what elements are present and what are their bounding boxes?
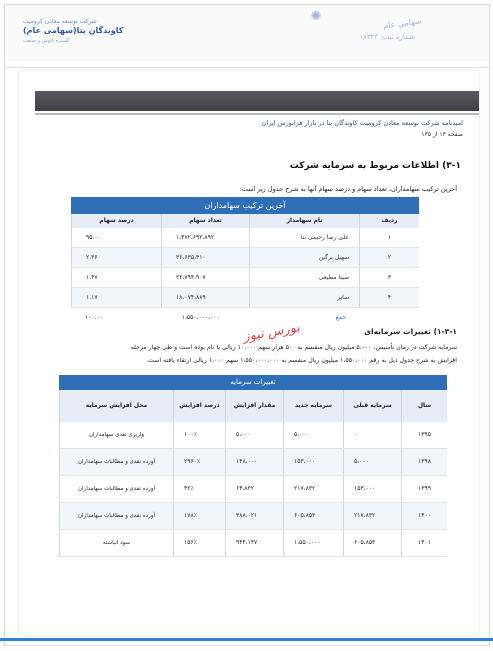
capital-changes-heading: ۱-۳-۱) تغییرات سرمایه‌ای	[364, 327, 457, 336]
capital-changes-table	[59, 375, 447, 557]
letterhead	[5, 5, 489, 61]
stamp-seal-icon: ✺	[308, 7, 325, 26]
document-title: امیدنامه شرکت توسعه معادن کرومیت کاوندگان بتا در بازار فرابورس ایران	[261, 119, 463, 127]
header-rule	[35, 113, 479, 115]
table-row: ۱۳۹۸ ۵،۰۰۰ ۱۵۳،۰۰۰ ۱۴۸،۰۰۰ ۲۹۶۰٪ آورده نقدی و مطالبات سهامداران	[59, 449, 447, 476]
table-row: ۱۴۰۱ ۶۰۵،۸۵۳ ۱،۵۵۰،۰۰۰ ۹۴۴،۱۴۷ ۱۵۶٪ سود انباشته	[59, 530, 447, 557]
shareholders-table-title: آخرین ترکیب سهامداران	[71, 197, 419, 214]
table-row: ۱۳۹۹ ۱۵۳،۰۰۰ ۲۱۷،۸۳۲ ۶۴،۸۳۲ ۴۲٪ آورده نقدی و مطالبات سهامداران	[59, 476, 447, 503]
table-row: ۴ سایر ۱۸،۰۷۴،۸۸۹ ۱.۱۷	[71, 288, 419, 308]
table-row: ۲ سهیل برگین ۳۶،۶۳۵،۳۱۰ ۲.۳۶	[71, 248, 419, 268]
document-page	[19, 71, 479, 635]
intro-text: آخرین ترکیب سهامداران، تعداد سهام و درصد سهام آنها به شرح جدول زیر است:	[239, 185, 457, 193]
table-row: ۱ علی رضا رحیمی بنا ۱،۴۷۲،۶۹۲،۸۹۲ ۹۵.۰۰	[71, 228, 419, 248]
shareholders-table-header: ردیف نام سهامدار تعداد سهام درصد سهام	[71, 214, 419, 228]
shareholders-table	[71, 197, 419, 327]
header-band	[35, 91, 479, 111]
table-row: ۱۴۰۰ ۲۱۷،۸۳۲ ۶۰۵،۸۵۳ ۳۸۸،۰۲۱ ۱۷۸٪ آورده نقدی و مطالبات سهامداران	[59, 503, 447, 530]
watermark: بورس نیوز	[242, 320, 302, 345]
section-heading: ۳-۱) اطلاعات مربوط به سرمایه شرکت	[289, 161, 461, 171]
document-viewer	[4, 4, 490, 646]
shareholders-total-row: جمع ۱،۵۵۰،۰۰۰،۰۰۰ ۱۰۰.۰۰	[84, 314, 347, 321]
table-row: ۳ سینا مطیعی ۲۲،۷۹۴،۹۰۷ ۱.۴۷	[71, 268, 419, 288]
next-page-edge	[0, 638, 493, 641]
company-logo: شرکت توسعه معادن کرومیت کاوندگان بتا(سهامی عام) گستره کاوش و صنعت	[23, 18, 124, 44]
capital-text-line-1: سرمایه شرکت در زمان تأسیس، ۵،۰۰۰ میلیون ریال منقسم به ۵۰۰ هزار سهم ۱۰،۰۰۰ ریالی با نام بوده است و طی چهار مرحله	[130, 344, 457, 351]
page-separator	[5, 67, 489, 68]
capital-text-line-2: افزایش به شرح جدول ذیل به رقم ۱،۵۵۰،۰۰۰ میلیون ریال منقسم به ۱،۵۵۰،۰۰۰،۰۰۰ سهم ۱،۰۰۰ ریالی ارتقاء یافته است.	[146, 357, 457, 364]
capital-table-title: تغییرات سرمایه	[59, 375, 447, 390]
page-number: صفحه ۱۳ از ۱۳۵	[421, 131, 463, 138]
capital-table-header: سال سرمایه قبلی سرمایه جدید مقدار افزایش درصد افزایش محل افزایش سرمایه	[59, 390, 447, 422]
company-stamp: ✺ سهامی عام شماره ثبت: ۱۸۳۲۳	[308, 7, 422, 41]
table-row: ۱۳۹۵ ۰ ۵،۰۰۰ ۵،۰۰۰ ۱۰۰٪ واریزی نقدی سهامداران	[59, 422, 447, 449]
